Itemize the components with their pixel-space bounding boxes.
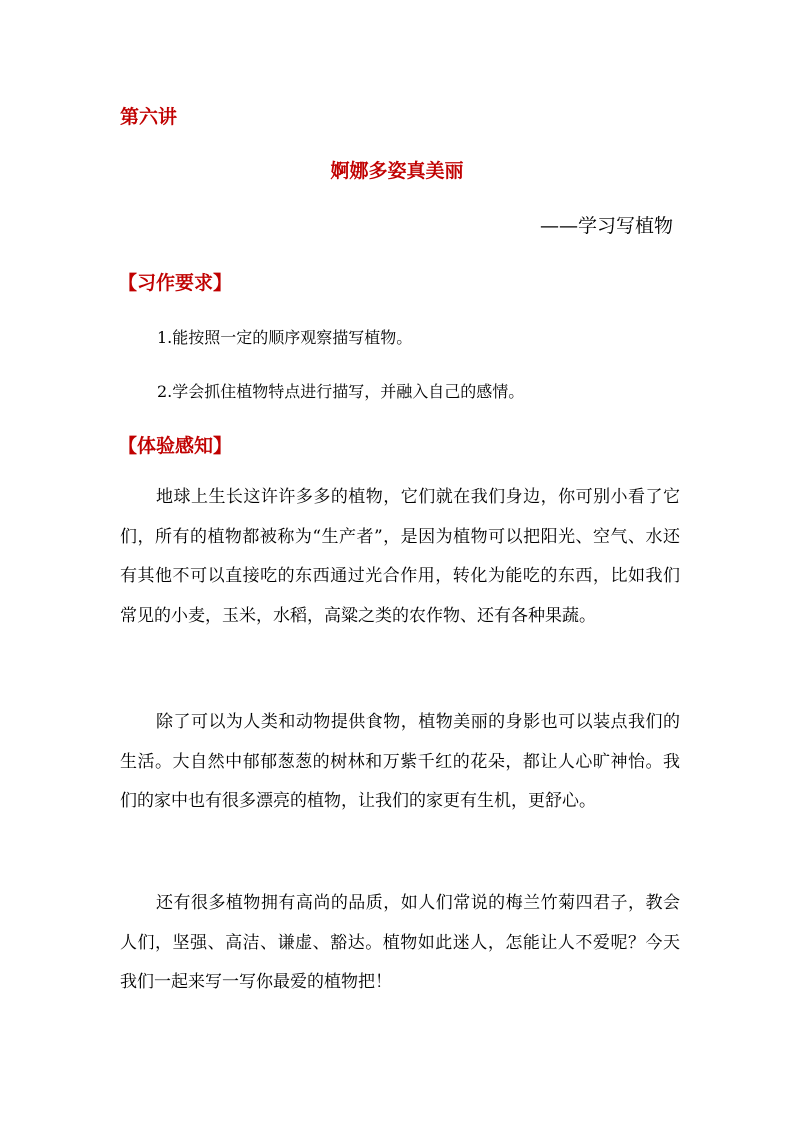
page-title: 婀娜多姿真美丽 xyxy=(330,160,464,182)
page-subtitle: ——学习写植物 xyxy=(539,215,673,237)
section-heading-requirements: 【习作要求】 xyxy=(118,272,233,294)
section-heading-experience: 【体验感知】 xyxy=(118,435,233,457)
body-paragraph: 还有很多植物拥有高尚的品质，如人们常说的梅兰竹菊四君子，教会人们，坚强、高洁、谦虚、豁达。植物如此迷人，怎能让人不爱呢？今天我们一起来写一写你最爱的植物把！ xyxy=(120,893,680,992)
requirement-item: 2.学会抓住植物特点进行描写，并融入自己的感情。 xyxy=(157,382,525,401)
requirement-item: 1.能按照一定的顺序观察描写植物。 xyxy=(157,328,413,347)
body-paragraph: 地球上生长这许许多多的植物，它们就在我们身边，你可别小看了它们，所有的植物都被称为“生产者”，是因为植物可以把阳光、空气、水还有其他不可以直接吃的东西通过光合作用，转化为能吃的东西，比如我们常见的小麦，玉米，水稻，高粱之类的农作物、还有各种果蔬。 xyxy=(120,487,680,626)
body-paragraph: 除了可以为人类和动物提供食物，植物美丽的身影也可以装点我们的生活。大自然中郁郁葱葱的树林和万紫千红的花朵，都让人心旷神怡。我们的家中也有很多漂亮的植物，让我们的家更有生机，更舒心。 xyxy=(120,712,680,811)
lecture-number: 第六讲 xyxy=(120,106,178,128)
